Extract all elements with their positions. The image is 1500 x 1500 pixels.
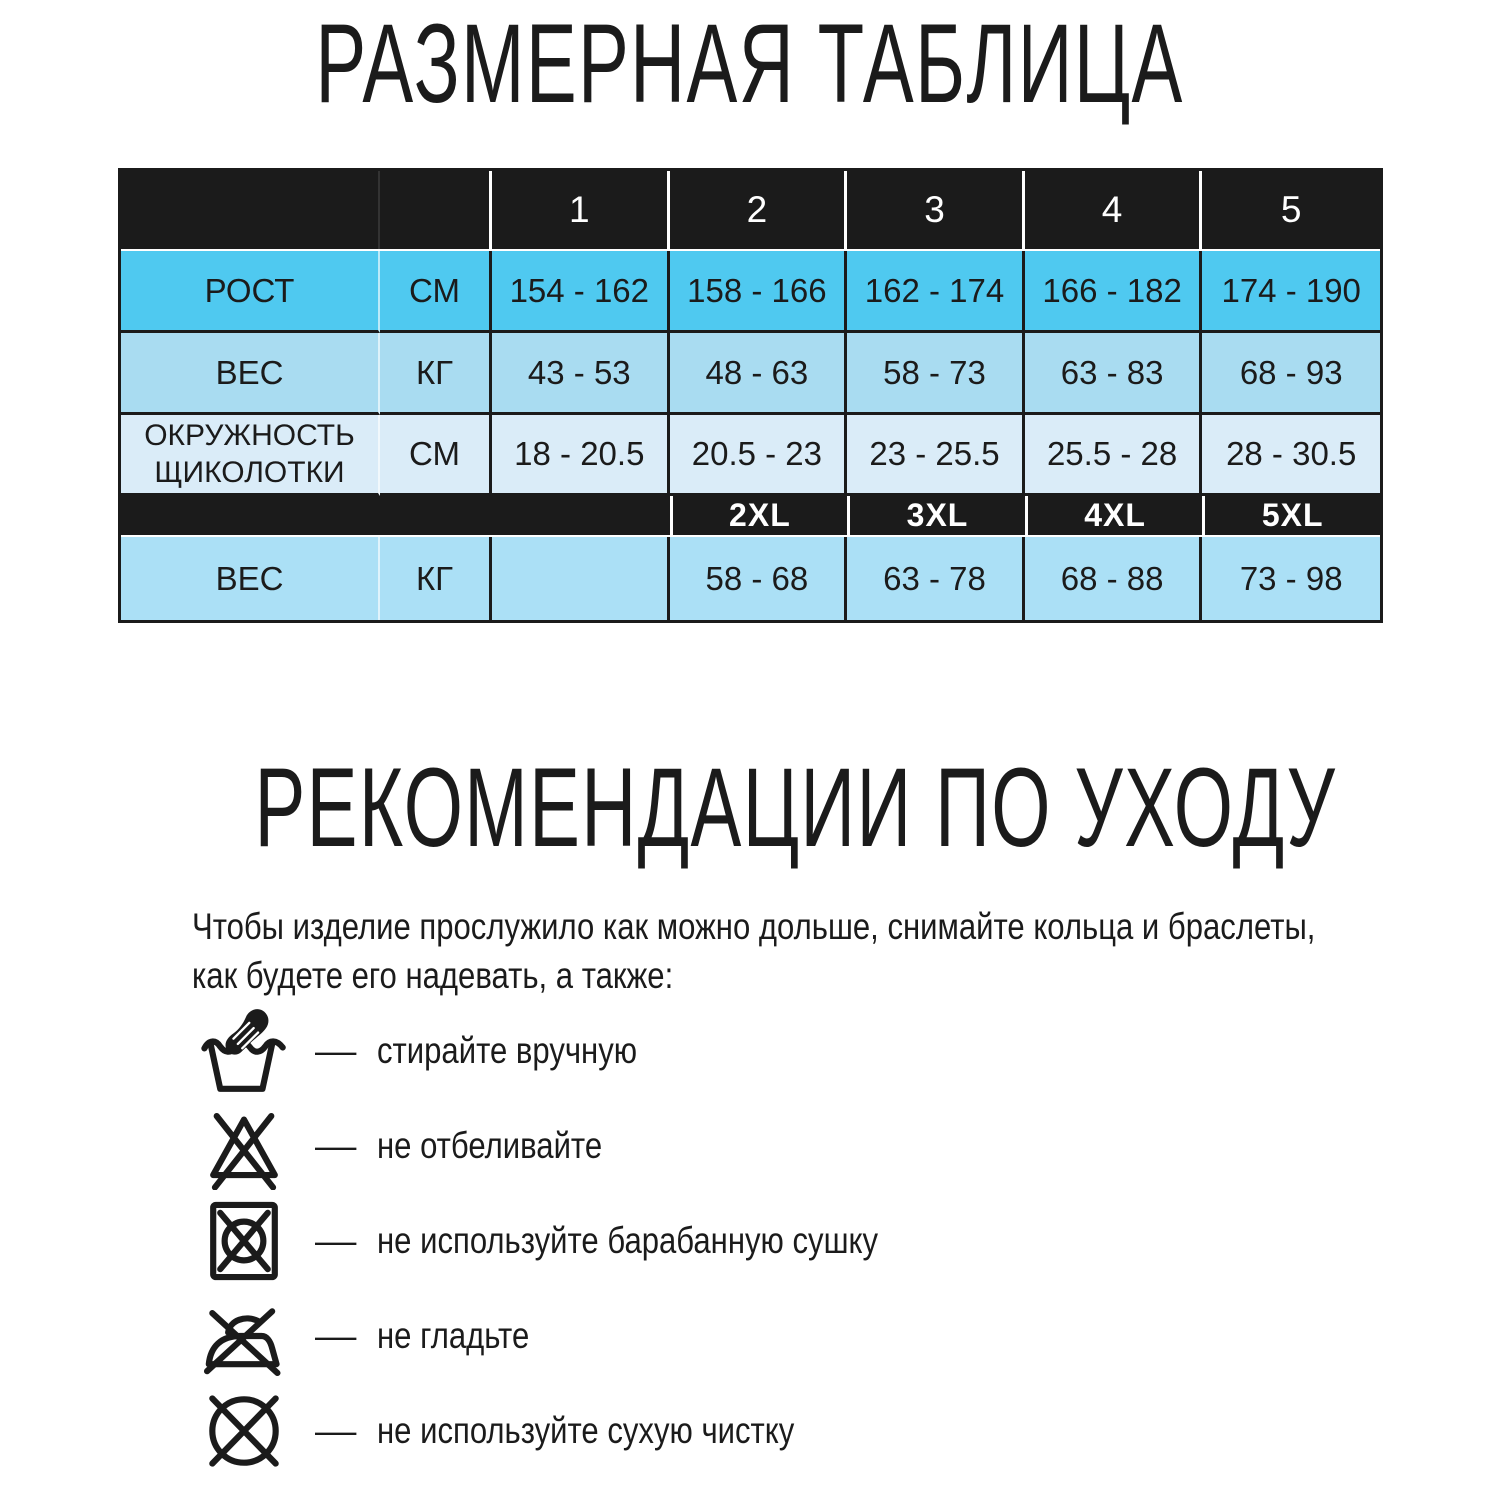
care-list	[200, 1003, 973, 1478]
care-title	[0, 745, 1500, 870]
care-item-label: не используйте сухую чистку	[377, 1409, 795, 1451]
do-not-bleach-icon	[200, 1102, 288, 1190]
xl-size-header-5xl: 5XL	[1202, 496, 1380, 537]
row-unit-weight: КГ	[380, 333, 492, 415]
table-cell-weight-4: 63 - 83	[1025, 333, 1203, 415]
dash-separator: —	[315, 1314, 357, 1356]
xl-size-header-4xl: 4XL	[1025, 496, 1203, 537]
care-item-label: не отбеливайте	[377, 1124, 603, 1166]
row-unit-height: СМ	[380, 251, 492, 333]
do-not-tumble-dry-icon	[200, 1197, 288, 1285]
dash-separator: —	[315, 1219, 357, 1261]
xl-size-header-2xl: 2XL	[670, 496, 848, 537]
dash-separator: —	[315, 1409, 357, 1451]
table-cell-ankle-2: 20.5 - 23	[670, 415, 848, 496]
table-cell-ankle-1: 18 - 20.5	[492, 415, 670, 496]
xl-corner-cell	[121, 496, 670, 537]
care-intro	[192, 902, 1315, 1000]
row-label-weight: ВЕС	[121, 333, 380, 415]
row-unit-weight-xl: КГ	[380, 537, 492, 620]
size-table-title	[0, 1, 1500, 126]
size-column-header-2: 2	[670, 171, 848, 251]
table-cell-ankle-5: 28 - 30.5	[1202, 415, 1380, 496]
dash-separator: —	[315, 1029, 357, 1071]
care-item-no-dry-clean	[200, 1383, 973, 1478]
dash-separator: —	[315, 1124, 357, 1166]
table-cell-height-1: 154 - 162	[492, 251, 670, 333]
care-intro-line-2: как будете его надевать, а также:	[192, 955, 674, 996]
xl-size-header-3xl: 3XL	[847, 496, 1025, 537]
row-label-height: РОСТ	[121, 251, 380, 333]
size-column-header-1: 1	[492, 171, 670, 251]
do-not-dry-clean-icon	[200, 1387, 288, 1475]
table-cell-weight-3: 58 - 73	[847, 333, 1025, 415]
size-table	[118, 168, 1383, 623]
table-cell-ankle-4: 25.5 - 28	[1025, 415, 1203, 496]
care-item-label: стирайте вручную	[377, 1029, 638, 1071]
size-column-header-5: 5	[1202, 171, 1380, 251]
care-item-label: не гладьте	[377, 1314, 530, 1356]
table-cell-height-2: 158 - 166	[670, 251, 848, 333]
table-corner-cell	[121, 171, 492, 251]
table-cell-weight-3xl: 63 - 78	[847, 537, 1025, 620]
care-item-no-iron	[200, 1288, 973, 1383]
care-intro-line-1: Чтобы изделие прослужило как можно дольше, снимайте кольца и браслеты,	[192, 906, 1316, 947]
care-item-label: не используйте барабанную сушку	[377, 1219, 878, 1261]
care-item-no-bleach	[200, 1098, 973, 1193]
table-cell-height-4: 166 - 182	[1025, 251, 1203, 333]
table-cell-weight-2: 48 - 63	[670, 333, 848, 415]
care-title-text: РЕКОМЕНДАЦИИ ПО УХОДУ	[254, 745, 1337, 870]
size-table-title-text: РАЗМЕРНАЯ ТАБЛИЦА	[315, 1, 1185, 126]
size-column-header-3: 3	[847, 171, 1025, 251]
row-label-weight-xl: ВЕС	[121, 537, 380, 620]
table-cell-weight-1: 43 - 53	[492, 333, 670, 415]
do-not-iron-icon	[200, 1292, 288, 1380]
row-unit-ankle: СМ	[380, 415, 492, 496]
table-cell-weight-2xl: 58 - 68	[670, 537, 848, 620]
size-column-header-4: 4	[1025, 171, 1203, 251]
row-label-ankle: ОКРУЖНОСТЬ ЩИКОЛОТКИ	[121, 415, 380, 496]
table-cell-weight-4xl: 68 - 88	[1025, 537, 1203, 620]
table-cell-weight-5xl: 73 - 98	[1202, 537, 1380, 620]
care-item-no-tumble-dry	[200, 1193, 973, 1288]
table-cell-weight-xl-empty	[492, 537, 670, 620]
table-cell-height-5: 174 - 190	[1202, 251, 1380, 333]
care-item-hand-wash	[200, 1003, 973, 1098]
table-cell-weight-5: 68 - 93	[1202, 333, 1380, 415]
table-cell-ankle-3: 23 - 25.5	[847, 415, 1025, 496]
table-cell-height-3: 162 - 174	[847, 251, 1025, 333]
hand-wash-icon	[200, 1007, 288, 1095]
